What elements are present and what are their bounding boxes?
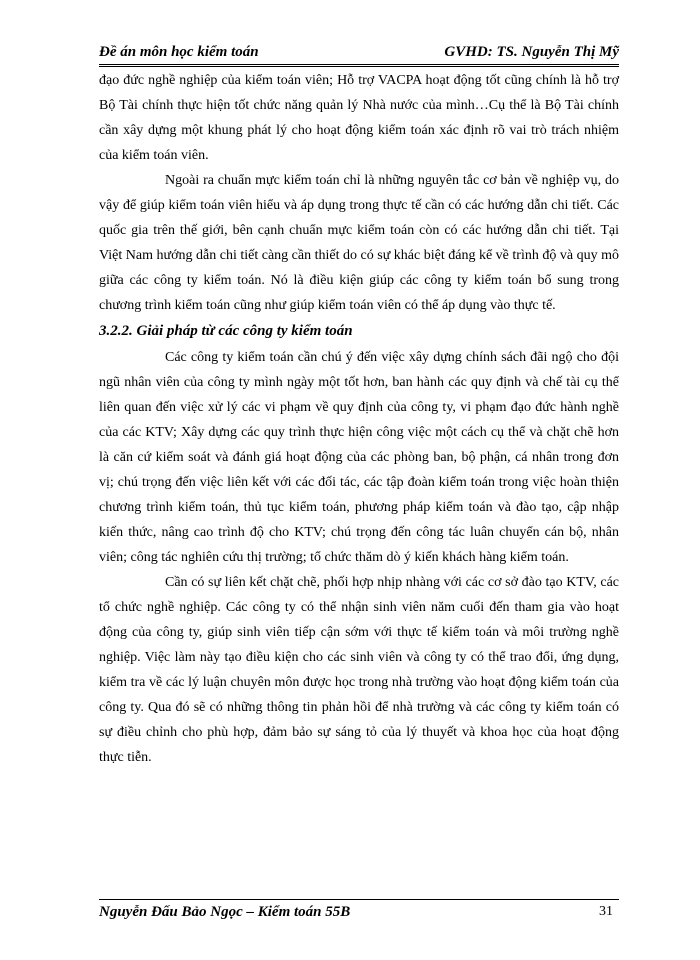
supervisor-label: GVHD: TS. Nguyễn Thị Mỹ (444, 44, 619, 60)
paragraph: Các công ty kiểm toán cần chú ý đến việc xây dựng chính sách đãi ngộ cho đội ngũ nhân viên của công ty mình ngày một tốt hơn, ban hành các quy định và chế tài cụ thể liên quan đến việc xử lý các vi phạm về quy định của công ty, vi phạm đạo đức hành nghề của các KTV; Xây dựng các quy trình thực hiện công việc một cách cụ thể và chặt chẽ hơn là căn cứ kiểm soát và đánh giá hoạt động của các phòng ban, bộ phận, cá nhân trong đơn vị; chú trọng đến việc liên kết với các đối tác, các tập đoàn kiểm toán trong việc hoàn thiện chương trình kiểm toán, thủ tục kiểm toán, phương pháp kiểm toán và đào tạo, cập nhập kiến thức, nâng cao trình độ cho KTV; chú trọng đến công tác luân chuyển cán bộ, nhân viên; công tác nghiên cứu thị trường; tổ chức thăm dò ý kiến khách hàng kiểm toán. (99, 350, 619, 565)
page-footer (99, 899, 619, 922)
section-heading: 3.2.2. Giải pháp từ các công ty kiểm toán (99, 323, 353, 339)
paragraph: Ngoài ra chuẩn mực kiểm toán chỉ là những nguyên tắc cơ bản về nghiệp vụ, do vậy để giúp kiểm toán viên hiểu và áp dụng trong thực tế cần có các hướng dẫn chi tiết. Các quốc gia trên thế giới, bên cạnh chuẩn mực kiểm toán còn có các hướng dẫn chi tiết. Tại Việt Nam hướng dẫn chi tiết càng cần thiết do có sự khác biệt đáng kể về trình độ và quy mô giữa các công ty kiểm toán. Nó là điều kiện giúp các công ty kiểm toán bổ sung trong chương trình kiểm toán cũng như giúp kiểm toán viên có thể áp dụng vào thực tế. (99, 173, 619, 313)
page-header (99, 44, 619, 67)
document-title: Đề án môn học kiểm toán (99, 44, 259, 60)
page-number: 31 (599, 904, 613, 919)
author-label: Nguyễn Đấu Bảo Ngọc – Kiểm toán 55B (99, 904, 351, 920)
paragraph: đạo đức nghề nghiệp của kiểm toán viên; Hỗ trợ VACPA hoạt động tốt cũng chính là hỗ trợ Bộ Tài chính thực hiện tốt chức năng quản lý Nhà nước của mình…Cụ thể là Bộ Tài chính cần xây dựng một khung phát lý cho hoạt động kiểm toán xác định rõ vai trò trách nhiệm của kiểm toán viên. (99, 73, 619, 163)
paragraph: Cần có sự liên kết chặt chẽ, phối hợp nhịp nhàng với các cơ sở đào tạo KTV, các tổ chức nghề nghiệp. Các công ty có thể nhận sinh viên năm cuối đến tham gia vào hoạt động của công ty, giúp sinh viên tiếp cận sớm với thực tế kiểm toán và môi trường nghề nghiệp. Việc làm này tạo điều kiện cho các sinh viên và công ty có thể trao đổi, ứng dụng, kiểm tra về các lý luận chuyên môn được học trong nhà trường vào hoạt động kiểm toán của công ty. Qua đó sẽ có những thông tin phản hồi để nhà trường và các công ty kiểm toán có sự điều chỉnh cho phù hợp, đảm bảo sự sáng tỏ của lý thuyết và khoa học của hoạt động thực tiễn. (99, 575, 619, 765)
page-content (99, 68, 619, 770)
